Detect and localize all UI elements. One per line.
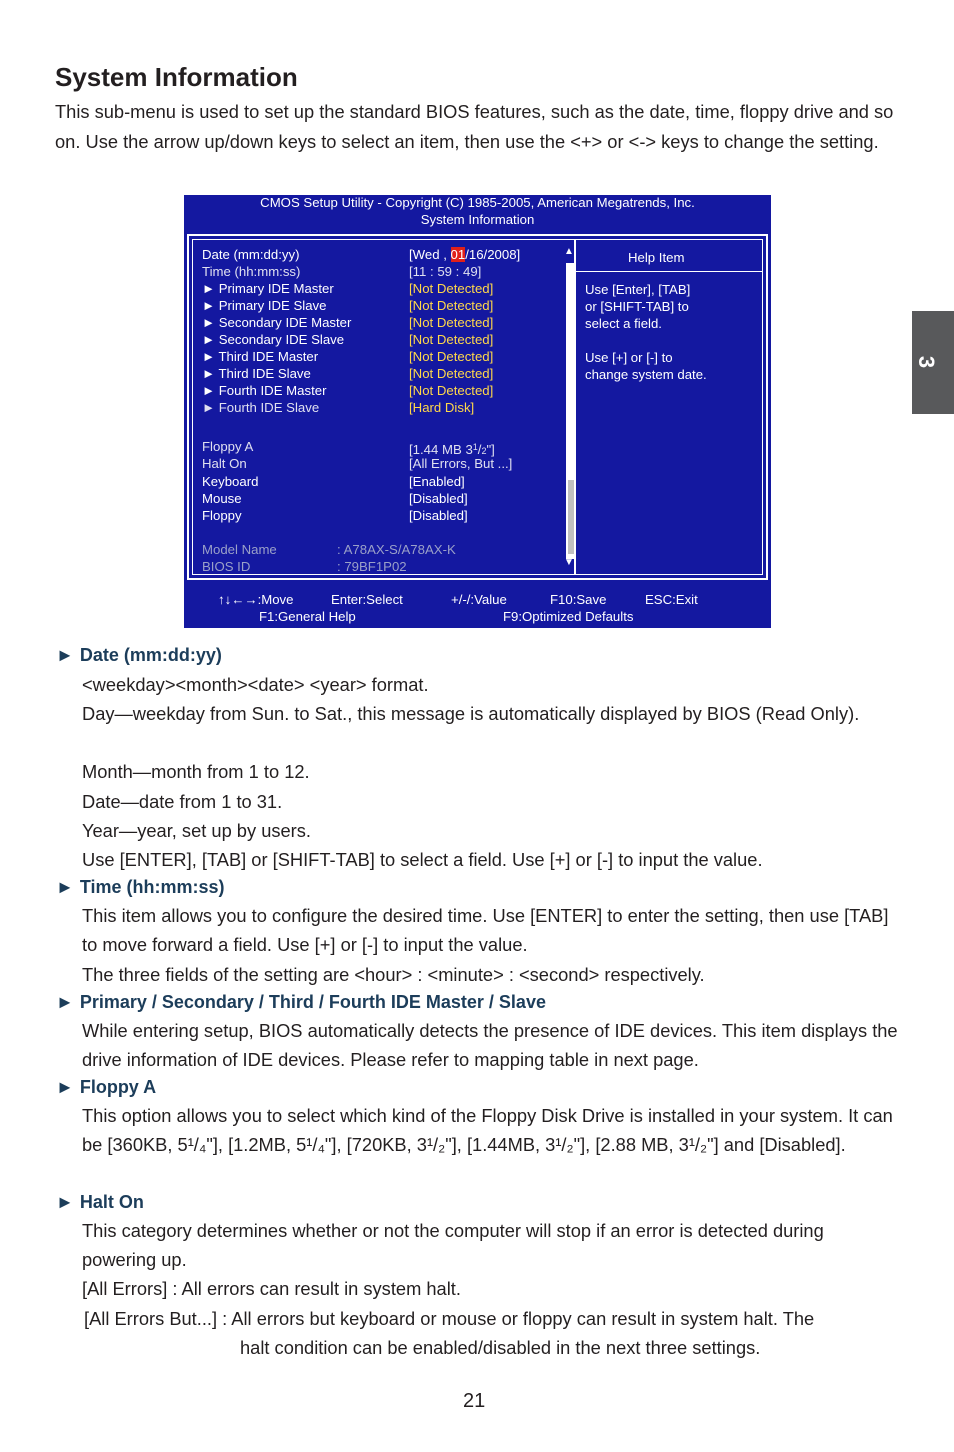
bios-item-date[interactable] bbox=[202, 247, 299, 263]
bios-item-third-ide-master[interactable] bbox=[202, 349, 318, 365]
help-line: Use [+] or [-] to bbox=[585, 350, 673, 365]
bios-item-bios-id: BIOS ID bbox=[202, 559, 251, 574]
footer-value-hint: +/-/:Value bbox=[451, 592, 507, 607]
bios-header-copyright: CMOS Setup Utility - Copyright (C) 1985-2005, American Megatrends, Inc. bbox=[260, 195, 695, 210]
bios-item-label: Fourth IDE Slave bbox=[218, 400, 320, 415]
paragraph: <weekday><month><date> <year> format. bbox=[82, 674, 429, 695]
submenu-arrow-icon: ► bbox=[202, 315, 216, 330]
bios-item-keyboard[interactable]: Keyboard bbox=[202, 474, 259, 489]
bios-item-label: Third IDE Slave bbox=[218, 366, 311, 381]
footer-move-hint: ↑↓←→:Move bbox=[218, 592, 294, 607]
bios-value-fourth-ide-slave: [Hard Disk] bbox=[409, 400, 475, 415]
heading-arrow-icon: ► bbox=[56, 992, 74, 1012]
help-line: select a field. bbox=[585, 316, 662, 331]
help-line: Use [Enter], [TAB] bbox=[585, 282, 691, 297]
heading-arrow-icon: ► bbox=[56, 1192, 74, 1212]
paragraph: halt condition can be enabled/disabled in the next three settings. bbox=[240, 1337, 761, 1358]
paragraph: Month—month from 1 to 12. bbox=[82, 761, 310, 782]
bios-inner-frame bbox=[192, 239, 763, 575]
bios-item-primary-ide-master[interactable] bbox=[202, 281, 334, 297]
section-heading-time bbox=[56, 877, 225, 898]
bios-item-floppy-a[interactable]: Floppy A bbox=[202, 439, 254, 454]
chapter-number: 3 bbox=[914, 355, 940, 369]
submenu-arrow-icon: ► bbox=[202, 383, 216, 398]
bios-item-primary-ide-slave[interactable] bbox=[202, 298, 326, 314]
paragraph: Day—weekday from Sun. to Sat., this message is automatically displayed by BIOS (Read Only). bbox=[82, 703, 860, 724]
footer-select-hint: Enter:Select bbox=[331, 592, 403, 607]
paragraph: This option allows you to select which kind of the Floppy Disk Drive is installed in your system. It can be [360KB, 5¹/₄"], [1.2MB, 5¹/₄"], [720KB, 3¹/₂"], [1.44MB, 3¹/₂"], [2.88 MB, 3¹/₂"] and [Disabled]. bbox=[82, 1105, 893, 1156]
section-heading-text: Time (hh:mm:ss) bbox=[79, 877, 225, 897]
bios-value-mouse[interactable]: [Disabled] bbox=[409, 491, 468, 506]
bios-screen bbox=[184, 195, 771, 628]
bios-item-secondary-ide-slave[interactable] bbox=[202, 332, 344, 348]
scroll-down-icon[interactable]: ▼ bbox=[564, 557, 574, 568]
paragraph: Date—date from 1 to 31. bbox=[82, 791, 283, 812]
bios-item-label: Third IDE Master bbox=[218, 349, 319, 364]
bios-value-secondary-ide-master: [Not Detected] bbox=[409, 315, 494, 330]
section-heading-text: Primary / Secondary / Third / Fourth IDE Master / Slave bbox=[79, 992, 546, 1012]
floppy-fraction-denominator: 2 bbox=[481, 446, 487, 456]
bios-item-label: Primary IDE Master bbox=[218, 281, 334, 296]
paragraph: The three fields of the setting are <hour> : <minute> : <second> respectively. bbox=[82, 964, 705, 985]
paragraph: This category determines whether or not the computer will stop if an error is detected during powering up. bbox=[82, 1220, 824, 1271]
page-title: System Information bbox=[55, 62, 298, 92]
help-item-title: Help Item bbox=[628, 250, 685, 265]
bios-item-floppy[interactable]: Floppy bbox=[202, 508, 242, 523]
bios-value-bios-id: : 79BF1P02 bbox=[337, 559, 407, 574]
bios-value-third-ide-master: [Not Detected] bbox=[409, 349, 494, 364]
intro-paragraph: This sub-menu is used to set up the standard BIOS features, such as the date, time, floppy drive and so on. Use the arrow up/down keys to select an item, then use the <+> or <-> keys to change the setting. bbox=[55, 101, 894, 152]
chapter-tab bbox=[912, 311, 954, 414]
help-line: or [SHIFT-TAB] to bbox=[585, 299, 689, 314]
heading-arrow-icon: ► bbox=[56, 877, 74, 897]
submenu-arrow-icon: ► bbox=[202, 332, 216, 347]
section-heading-ide bbox=[56, 992, 546, 1013]
section-heading-text: Date (mm:dd:yy) bbox=[79, 645, 222, 665]
paragraph: While entering setup, BIOS automatically detects the presence of IDE devices. This item displays the drive information of IDE devices. Please refer to mapping table in next page. bbox=[82, 1020, 898, 1071]
submenu-arrow-icon: ► bbox=[202, 281, 216, 296]
bios-value-third-ide-slave: [Not Detected] bbox=[409, 366, 494, 381]
bios-item-time[interactable] bbox=[202, 264, 300, 280]
scrollbar-thumb[interactable] bbox=[568, 480, 574, 554]
bios-value-floppy[interactable]: [Disabled] bbox=[409, 508, 468, 523]
footer-defaults-hint: F9:Optimized Defaults bbox=[503, 609, 634, 624]
page-number: 21 bbox=[463, 1390, 486, 1412]
bios-panel-divider bbox=[574, 240, 576, 574]
bios-item-model-name: Model Name bbox=[202, 542, 277, 557]
bios-header-title: System Information bbox=[420, 212, 535, 227]
submenu-arrow-icon: ► bbox=[202, 366, 216, 381]
date-value-prefix: [Wed , bbox=[409, 247, 451, 262]
footer-help-hint: F1:General Help bbox=[259, 609, 356, 624]
scroll-up-icon[interactable]: ▲ bbox=[564, 246, 574, 257]
date-value-suffix: /16/2008] bbox=[465, 247, 521, 262]
bios-main-frame bbox=[187, 234, 768, 580]
help-title-divider bbox=[576, 271, 762, 272]
floppy-value-prefix: [1.44 MB 3 bbox=[409, 442, 473, 457]
bios-value-keyboard[interactable]: [Enabled] bbox=[409, 474, 465, 489]
bios-item-label: Secondary IDE Slave bbox=[218, 332, 345, 347]
bios-value-halt-on[interactable]: [All Errors, But ...] bbox=[409, 456, 513, 471]
heading-arrow-icon: ► bbox=[56, 1077, 74, 1097]
section-heading-text: Floppy A bbox=[79, 1077, 157, 1097]
bios-item-secondary-ide-master[interactable] bbox=[202, 315, 351, 331]
bios-item-label: Date (mm:dd:yy) bbox=[202, 247, 300, 262]
footer-save-hint: F10:Save bbox=[550, 592, 607, 607]
section-heading-floppy-a bbox=[56, 1077, 156, 1098]
bios-item-label: Secondary IDE Master bbox=[218, 315, 352, 330]
paragraph: This item allows you to configure the desired time. Use [ENTER] to enter the setting, then use [TAB] to move forward a field. Use [+] or [-] to input the value. bbox=[82, 905, 889, 956]
bios-value-primary-ide-slave: [Not Detected] bbox=[409, 298, 494, 313]
heading-arrow-icon: ► bbox=[56, 645, 74, 665]
section-heading-date bbox=[56, 645, 222, 666]
date-month-highlight[interactable]: 01 bbox=[450, 247, 466, 262]
bios-item-halt-on[interactable]: Halt On bbox=[202, 456, 247, 471]
floppy-fraction-slash: / bbox=[477, 442, 482, 457]
bios-item-fourth-ide-slave[interactable] bbox=[202, 400, 319, 416]
help-line: change system date. bbox=[585, 367, 707, 382]
submenu-arrow-icon: ► bbox=[202, 298, 216, 313]
section-heading-halt-on bbox=[56, 1192, 144, 1213]
submenu-arrow-icon: ► bbox=[202, 400, 216, 415]
bios-value-date[interactable] bbox=[409, 247, 520, 263]
bios-item-fourth-ide-master[interactable] bbox=[202, 383, 326, 399]
paragraph: [All Errors] : All errors can result in system halt. bbox=[82, 1278, 461, 1299]
bios-item-label: Primary IDE Slave bbox=[218, 298, 327, 313]
bios-value-primary-ide-master: [Not Detected] bbox=[409, 281, 494, 296]
section-heading-text: Halt On bbox=[79, 1192, 144, 1212]
bios-item-label: Fourth IDE Master bbox=[218, 383, 327, 398]
paragraph: [All Errors But...] : All errors but keyboard or mouse or floppy can result in system halt. The bbox=[84, 1308, 815, 1329]
paragraph: Year—year, set up by users. bbox=[82, 820, 311, 841]
footer-exit-hint: ESC:Exit bbox=[645, 592, 698, 607]
paragraph: Use [ENTER], [TAB] or [SHIFT-TAB] to select a field. Use [+] or [-] to input the value. bbox=[82, 849, 763, 870]
floppy-value-suffix: "] bbox=[486, 442, 495, 457]
floppy-fraction-numerator: 1 bbox=[472, 442, 478, 452]
bios-value-secondary-ide-slave: [Not Detected] bbox=[409, 332, 494, 347]
bios-item-mouse[interactable]: Mouse bbox=[202, 491, 242, 506]
submenu-arrow-icon: ► bbox=[202, 349, 216, 364]
bios-value-model-name: : A78AX-S/A78AX-K bbox=[337, 542, 456, 557]
bios-item-label: Time (hh:mm:ss) bbox=[202, 264, 301, 279]
bios-value-time[interactable]: [11 : 59 : 49] bbox=[409, 264, 482, 279]
bios-value-fourth-ide-master: [Not Detected] bbox=[409, 383, 494, 398]
bios-item-third-ide-slave[interactable] bbox=[202, 366, 311, 382]
